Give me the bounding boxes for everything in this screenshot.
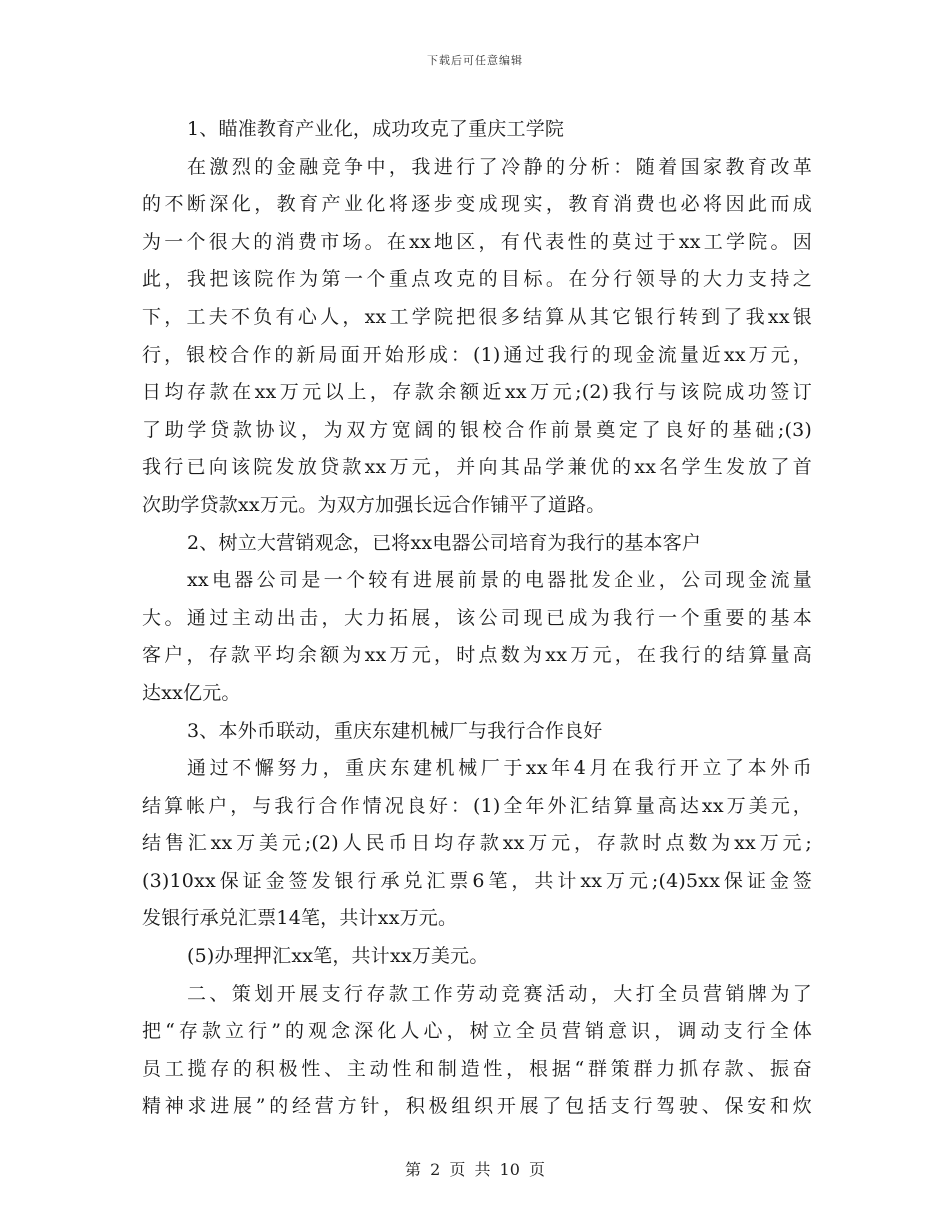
- text-line: 了助学贷款协议，为双方宽阔的银校合作前景奠定了良好的基础;(3): [142, 418, 812, 441]
- text-line: 结售汇xx万美元;(2)人民币日均存款xx万元，存款时点数为xx万元;: [142, 832, 812, 855]
- page-footer: 第 2 页 共 10 页: [405, 1160, 545, 1179]
- text-line: 的不断深化，教育产业化将逐步变成现实，教育消费也必将因此而成: [142, 193, 812, 216]
- text-line: 1、瞄准教育产业化，成功攻克了重庆工学院: [187, 118, 565, 140]
- text-line: 结算帐户，与我行合作情况良好：(1)全年外汇结算量高达xx万美元，: [142, 794, 812, 817]
- text-line: 次助学贷款xx万元。为双方加强长远合作铺平了道路。: [142, 493, 606, 516]
- text-line: 下，工夫不负有心人，xx工学院把很多结算从其它银行转到了我xx银: [142, 305, 812, 328]
- page-header: 下载后可任意编辑: [427, 54, 523, 67]
- text-line: 达xx亿元。: [142, 681, 241, 704]
- text-line: 发银行承兑汇票14笔，共计xx万元。: [142, 907, 458, 930]
- text-line: 2、树立大营销观念，已将xx电器公司培育为我行的基本客户: [187, 531, 702, 554]
- text-line: 员工揽存的积极性、主动性和制造性，根据“群策群力抓存款、振奋: [142, 1057, 812, 1080]
- text-line: 通过不懈努力，重庆东建机械厂于xx年4月在我行开立了本外币: [187, 757, 812, 780]
- text-line: 3、本外币联动，重庆东建机械厂与我行合作良好: [187, 719, 603, 742]
- text-line: 为一个很大的消费市场。在xx地区，有代表性的莫过于xx工学院。因: [142, 230, 812, 253]
- text-line: 我行已向该院发放贷款xx万元，并向其品学兼优的xx名学生发放了首: [142, 456, 812, 479]
- text-line: 二、策划开展支行存款工作劳动竞赛活动，大打全员营销牌为了: [187, 982, 812, 1005]
- text-line: 日均存款在xx万元以上，存款余额近xx万元;(2)我行与该院成功签订: [142, 381, 812, 404]
- document-body: [142, 111, 812, 1126]
- text-line: (3)10xx保证金签发银行承兑汇票6笔，共计xx万元;(4)5xx保证金签: [142, 869, 812, 892]
- text-line: 在激烈的金融竞争中，我进行了冷静的分析：随着国家教育改革: [187, 155, 812, 178]
- text-line: 大。通过主动出击，大力拓展，该公司现已成为我行一个重要的基本: [142, 606, 812, 629]
- text-line: xx电器公司是一个较有进展前景的电器批发企业，公司现金流量: [187, 569, 812, 592]
- text-line: 客户，存款平均余额为xx万元，时点数为xx万元，在我行的结算量高: [142, 644, 812, 667]
- text-line: 把“存款立行”的观念深化人心，树立全员营销意识，调动支行全体: [142, 1020, 812, 1043]
- text-line: 此，我把该院作为第一个重点攻克的目标。在分行领导的大力支持之: [142, 268, 812, 291]
- text-line: 精神求进展”的经营方针，积极组织开展了包括支行驾驶、保安和炊: [142, 1095, 812, 1118]
- text-line: (5)办理押汇xx笔，共计xx万美元。: [187, 945, 489, 968]
- text-line: 行，银校合作的新局面开始形成：(1)通过我行的现金流量近xx万元，: [142, 343, 812, 366]
